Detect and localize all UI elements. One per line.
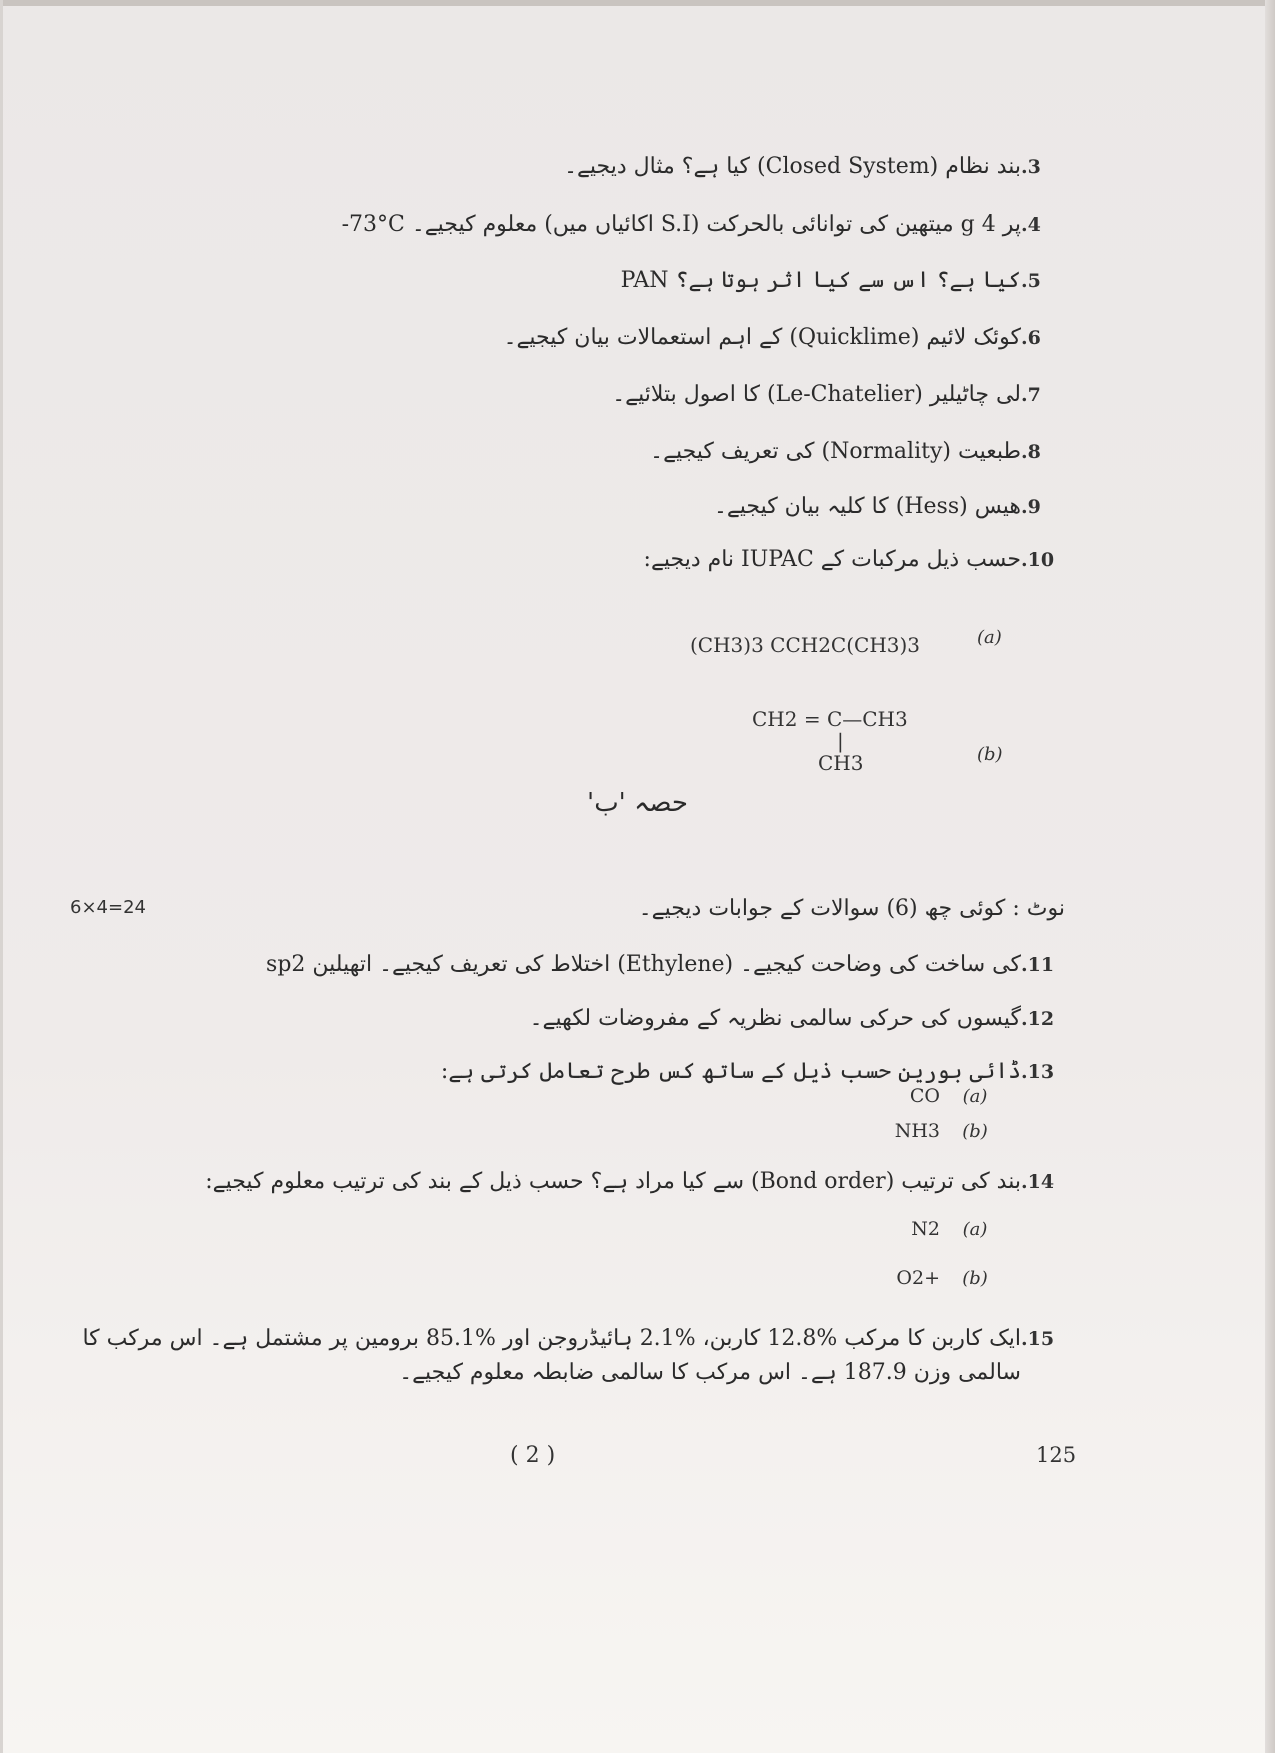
q13-part-a <box>620 1085 1010 1107</box>
question-5 <box>621 264 1073 298</box>
question-number: .13 <box>1021 1061 1055 1083</box>
section-note <box>639 892 1065 926</box>
structure-line-3: CH3 <box>818 751 864 775</box>
question-6 <box>504 321 1073 355</box>
question-number: .8 <box>1021 441 1041 463</box>
question-number: .15 <box>1021 1328 1055 1350</box>
question-text: ایک کاربن کا مرکب %12.8 کاربن، %2.1 ہائیڈروجن اور %85.1 برومین پر مشتمل ہے۔ اس مرکب کا سالمی وزن 187.9 ہے۔ اس مرکب کا سالمی ضابطہ معلوم کیجیے۔ <box>82 1326 1021 1386</box>
question-text: طبعیت (Normality) کی تعریف کیجیے۔ <box>650 439 1021 464</box>
question-text: ڈائی بورین حسب ذیل کے ساتھ کس طرح تعامل کرتی ہے: <box>440 1059 1021 1084</box>
question-8 <box>650 435 1073 469</box>
q10-part-a-formula <box>690 633 920 657</box>
scan-edge-right <box>1265 0 1275 1753</box>
question-number: .6 <box>1021 327 1041 349</box>
structure-line-1: CH2 = C—CH3 <box>752 707 908 731</box>
question-text: حسب ذیل مرکبات کے IUPAC نام دیجیے: <box>643 547 1021 572</box>
page-number: ( 2 ) <box>510 1443 556 1468</box>
question-11 <box>266 948 1073 982</box>
question-number: .9 <box>1021 496 1041 518</box>
question-number: .12 <box>1021 1008 1055 1030</box>
question-number: .7 <box>1021 384 1041 406</box>
question-13 <box>441 1055 1073 1089</box>
question-text: لی چاٹیلیر (Le-Chatelier) کا اصول بتلائیے۔ <box>612 382 1021 407</box>
question-7 <box>612 378 1073 412</box>
part-label: (a) <box>962 1086 988 1107</box>
scan-edge-top <box>0 0 1275 6</box>
question-text: ھیس (Hess) کا کلیہ بیان کیجیے۔ <box>713 494 1021 519</box>
section-heading: حصہ 'ب' <box>587 788 688 818</box>
question-number: .4 <box>1021 214 1041 236</box>
question-number: .3 <box>1021 156 1041 178</box>
structure-bond: | <box>837 729 844 753</box>
part-value: N2 <box>911 1218 940 1240</box>
question-3 <box>564 150 1073 184</box>
question-9 <box>714 490 1073 524</box>
question-text: بند کی ترتیب (Bond order) سے کیا مراد ہے؟ حسب ذیل کے بند کی ترتیب معلوم کیجیے: <box>205 1169 1021 1194</box>
question-12 <box>530 1002 1073 1036</box>
part-value: CO <box>909 1085 940 1107</box>
question-number: .11 <box>1021 954 1055 976</box>
note-text: نوٹ : کوئی چھ (6) سوالات کے جوابات دیجیے۔ <box>638 896 1065 921</box>
question-text: گیسوں کی حرکی سالمی نظریہ کے مفروضات لکھیے۔ <box>529 1006 1021 1031</box>
marks-allocation: 6×4=24 <box>70 897 146 918</box>
chem-formula: (CH3)3 CCH2C(CH3)3 <box>690 633 921 657</box>
question-14 <box>205 1165 1073 1199</box>
q10-part-b-label: (b) <box>977 744 1003 765</box>
question-text: PAN کیا ہے؟ اس سے کیا اثر ہوتا ہے؟ <box>620 268 1021 293</box>
question-number: .5 <box>1021 270 1041 292</box>
question-text: بند نظام (Closed System) کیا ہے؟ مثال دیجیے۔ <box>564 154 1021 179</box>
part-label: (a) <box>962 1219 988 1240</box>
q13-part-b <box>620 1120 1010 1142</box>
question-number: .10 <box>1021 549 1055 571</box>
q14-part-a <box>620 1218 1010 1240</box>
question-10 <box>644 543 1073 577</box>
part-label: (b) <box>962 1268 988 1289</box>
q14-part-b <box>620 1267 1010 1289</box>
question-4 <box>342 208 1073 242</box>
question-number: .14 <box>1021 1171 1055 1193</box>
question-text: کوئک لائیم (Quicklime) کے اہم استعمالات بیان کیجیے۔ <box>503 325 1021 350</box>
question-text: پر 4 g میتھین کی توانائی بالحرکت (S.I اکائیاں میں) معلوم کیجیے۔ ‎-73°C <box>341 212 1021 237</box>
question-text: sp2 اختلاط کی تعریف کیجیے۔ اتھیلین (Ethylene) کی ساخت کی وضاحت کیجیے۔ <box>266 952 1021 977</box>
paper-code: 125 <box>1036 1443 1077 1467</box>
q10-part-a-label: (a) <box>977 627 1002 648</box>
part-value: NH3 <box>894 1120 940 1142</box>
part-label: (b) <box>962 1121 988 1142</box>
part-value: O2+ <box>896 1267 940 1289</box>
question-15 <box>31 1322 1073 1390</box>
scan-edge-left <box>0 0 3 1753</box>
q10-part-b-structure <box>752 708 908 774</box>
